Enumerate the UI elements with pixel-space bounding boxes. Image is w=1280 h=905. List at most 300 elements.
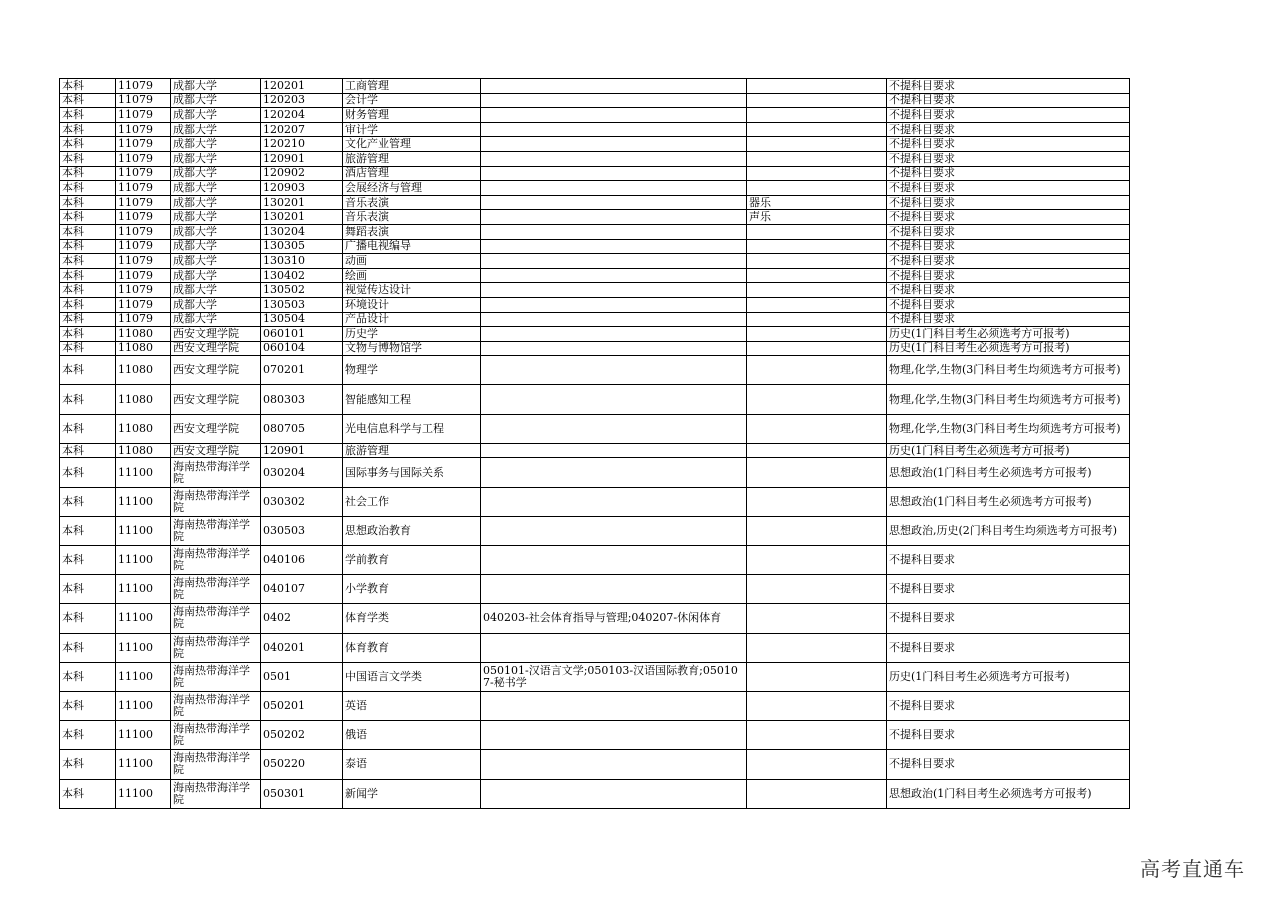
table-row xyxy=(60,341,1130,356)
cell-major-name: 舞蹈表演 xyxy=(343,224,481,239)
cell-school-name: 成都大学 xyxy=(171,93,261,108)
cell-school-code: 11080 xyxy=(116,356,171,385)
cell-included-majors xyxy=(481,458,747,487)
cell-major-name: 文物与博物馆学 xyxy=(343,341,481,356)
cell-major-code: 130402 xyxy=(261,268,343,283)
table-row xyxy=(60,546,1130,575)
cell-major-code: 120902 xyxy=(261,166,343,181)
table-row xyxy=(60,195,1130,210)
cell-level: 本科 xyxy=(60,166,116,181)
cell-level: 本科 xyxy=(60,79,116,94)
cell-school-name: 成都大学 xyxy=(171,283,261,298)
cell-major-code: 060104 xyxy=(261,341,343,356)
cell-school-code: 11079 xyxy=(116,166,171,181)
cell-subject-requirement: 不提科目要求 xyxy=(887,224,1130,239)
cell-major-code: 080303 xyxy=(261,385,343,414)
cell-school-name: 成都大学 xyxy=(171,122,261,137)
cell-school-name: 成都大学 xyxy=(171,210,261,225)
cell-major-code: 120210 xyxy=(261,137,343,152)
cell-major-code: 080705 xyxy=(261,414,343,443)
table-row xyxy=(60,721,1130,750)
cell-major-name: 会展经济与管理 xyxy=(343,181,481,196)
cell-school-code: 11079 xyxy=(116,283,171,298)
table-row xyxy=(60,779,1130,808)
cell-major-code: 030503 xyxy=(261,516,343,545)
cell-included-majors: 040203-社会体育指导与管理;040207-休闲体育 xyxy=(481,604,747,633)
cell-school-name: 海南热带海洋学院 xyxy=(171,779,261,808)
cell-included-majors xyxy=(481,356,747,385)
cell-school-name: 西安文理学院 xyxy=(171,327,261,342)
cell-direction xyxy=(747,166,887,181)
cell-school-code: 11100 xyxy=(116,662,171,691)
cell-school-name: 成都大学 xyxy=(171,312,261,327)
cell-subject-requirement: 历史(1门科目考生必须选考方可报考) xyxy=(887,341,1130,356)
table-row xyxy=(60,297,1130,312)
cell-subject-requirement: 不提科目要求 xyxy=(887,79,1130,94)
cell-major-name: 文化产业管理 xyxy=(343,137,481,152)
table-row xyxy=(60,122,1130,137)
table-row xyxy=(60,239,1130,254)
cell-school-name: 海南热带海洋学院 xyxy=(171,662,261,691)
cell-major-name: 社会工作 xyxy=(343,487,481,516)
cell-level: 本科 xyxy=(60,312,116,327)
cell-direction xyxy=(747,487,887,516)
cell-school-code: 11100 xyxy=(116,691,171,720)
cell-school-name: 海南热带海洋学院 xyxy=(171,604,261,633)
cell-subject-requirement: 不提科目要求 xyxy=(887,268,1130,283)
table-row xyxy=(60,151,1130,166)
cell-direction xyxy=(747,443,887,458)
cell-subject-requirement: 物理,化学,生物(3门科目考生均须选考方可报考) xyxy=(887,385,1130,414)
cell-major-code: 060101 xyxy=(261,327,343,342)
cell-school-code: 11100 xyxy=(116,575,171,604)
cell-major-name: 审计学 xyxy=(343,122,481,137)
table-row xyxy=(60,385,1130,414)
cell-direction xyxy=(747,122,887,137)
cell-subject-requirement: 历史(1门科目考生必须选考方可报考) xyxy=(887,327,1130,342)
cell-subject-requirement: 不提科目要求 xyxy=(887,604,1130,633)
cell-included-majors xyxy=(481,546,747,575)
cell-direction xyxy=(747,516,887,545)
cell-subject-requirement: 不提科目要求 xyxy=(887,691,1130,720)
cell-level: 本科 xyxy=(60,108,116,123)
cell-major-name: 小学教育 xyxy=(343,575,481,604)
cell-major-code: 040201 xyxy=(261,633,343,662)
cell-major-code: 130204 xyxy=(261,224,343,239)
cell-included-majors xyxy=(481,779,747,808)
cell-subject-requirement: 不提科目要求 xyxy=(887,166,1130,181)
cell-major-code: 130310 xyxy=(261,254,343,269)
cell-level: 本科 xyxy=(60,443,116,458)
cell-subject-requirement: 思想政治(1门科目考生必须选考方可报考) xyxy=(887,779,1130,808)
cell-subject-requirement: 不提科目要求 xyxy=(887,546,1130,575)
cell-school-name: 成都大学 xyxy=(171,254,261,269)
cell-subject-requirement: 不提科目要求 xyxy=(887,239,1130,254)
cell-major-name: 会计学 xyxy=(343,93,481,108)
cell-level: 本科 xyxy=(60,283,116,298)
cell-direction xyxy=(747,341,887,356)
cell-direction xyxy=(747,575,887,604)
cell-major-name: 旅游管理 xyxy=(343,443,481,458)
table-row xyxy=(60,181,1130,196)
cell-major-name: 思想政治教育 xyxy=(343,516,481,545)
cell-school-code: 11079 xyxy=(116,122,171,137)
cell-school-code: 11080 xyxy=(116,443,171,458)
cell-major-name: 英语 xyxy=(343,691,481,720)
cell-major-code: 120201 xyxy=(261,79,343,94)
cell-major-name: 产品设计 xyxy=(343,312,481,327)
cell-level: 本科 xyxy=(60,356,116,385)
cell-included-majors xyxy=(481,210,747,225)
cell-school-name: 海南热带海洋学院 xyxy=(171,750,261,779)
cell-level: 本科 xyxy=(60,268,116,283)
cell-included-majors xyxy=(481,254,747,269)
cell-major-code: 130305 xyxy=(261,239,343,254)
cell-school-name: 海南热带海洋学院 xyxy=(171,546,261,575)
table-row xyxy=(60,210,1130,225)
cell-level: 本科 xyxy=(60,297,116,312)
table-row xyxy=(60,750,1130,779)
cell-major-name: 视觉传达设计 xyxy=(343,283,481,298)
cell-included-majors xyxy=(481,750,747,779)
table-row xyxy=(60,443,1130,458)
cell-school-name: 西安文理学院 xyxy=(171,341,261,356)
table-row xyxy=(60,691,1130,720)
cell-included-majors xyxy=(481,137,747,152)
cell-school-name: 海南热带海洋学院 xyxy=(171,487,261,516)
cell-included-majors xyxy=(481,93,747,108)
cell-school-code: 11079 xyxy=(116,224,171,239)
cell-level: 本科 xyxy=(60,779,116,808)
cell-subject-requirement: 不提科目要求 xyxy=(887,195,1130,210)
cell-level: 本科 xyxy=(60,385,116,414)
cell-subject-requirement: 不提科目要求 xyxy=(887,108,1130,123)
cell-school-code: 11079 xyxy=(116,312,171,327)
cell-major-code: 050301 xyxy=(261,779,343,808)
cell-level: 本科 xyxy=(60,750,116,779)
cell-subject-requirement: 不提科目要求 xyxy=(887,283,1130,298)
cell-major-code: 050220 xyxy=(261,750,343,779)
table-row xyxy=(60,283,1130,298)
cell-level: 本科 xyxy=(60,604,116,633)
cell-subject-requirement: 不提科目要求 xyxy=(887,122,1130,137)
cell-direction xyxy=(747,721,887,750)
cell-direction xyxy=(747,633,887,662)
cell-level: 本科 xyxy=(60,239,116,254)
cell-major-code: 030204 xyxy=(261,458,343,487)
table-row xyxy=(60,137,1130,152)
cell-direction xyxy=(747,779,887,808)
cell-subject-requirement: 不提科目要求 xyxy=(887,575,1130,604)
cell-included-majors xyxy=(481,721,747,750)
cell-school-code: 11080 xyxy=(116,341,171,356)
cell-subject-requirement: 不提科目要求 xyxy=(887,633,1130,662)
cell-direction xyxy=(747,327,887,342)
cell-major-name: 体育教育 xyxy=(343,633,481,662)
cell-included-majors xyxy=(481,268,747,283)
cell-level: 本科 xyxy=(60,414,116,443)
cell-school-code: 11079 xyxy=(116,210,171,225)
cell-level: 本科 xyxy=(60,458,116,487)
cell-level: 本科 xyxy=(60,93,116,108)
cell-major-name: 音乐表演 xyxy=(343,210,481,225)
cell-included-majors xyxy=(481,327,747,342)
table-row xyxy=(60,166,1130,181)
table-row xyxy=(60,312,1130,327)
table-row xyxy=(60,108,1130,123)
cell-school-name: 西安文理学院 xyxy=(171,414,261,443)
cell-school-code: 11079 xyxy=(116,137,171,152)
cell-school-code: 11079 xyxy=(116,268,171,283)
cell-school-name: 成都大学 xyxy=(171,297,261,312)
table-row xyxy=(60,575,1130,604)
cell-included-majors xyxy=(481,385,747,414)
cell-direction xyxy=(747,385,887,414)
cell-major-name: 动画 xyxy=(343,254,481,269)
cell-school-name: 海南热带海洋学院 xyxy=(171,633,261,662)
cell-school-code: 11100 xyxy=(116,487,171,516)
cell-subject-requirement: 不提科目要求 xyxy=(887,181,1130,196)
cell-school-code: 11079 xyxy=(116,254,171,269)
cell-school-code: 11100 xyxy=(116,516,171,545)
cell-subject-requirement: 不提科目要求 xyxy=(887,312,1130,327)
cell-major-code: 050202 xyxy=(261,721,343,750)
cell-level: 本科 xyxy=(60,122,116,137)
cell-school-name: 成都大学 xyxy=(171,224,261,239)
cell-direction xyxy=(747,356,887,385)
cell-included-majors xyxy=(481,487,747,516)
cell-included-majors xyxy=(481,181,747,196)
cell-major-code: 120901 xyxy=(261,151,343,166)
cell-direction xyxy=(747,79,887,94)
table-row xyxy=(60,254,1130,269)
cell-major-code: 030302 xyxy=(261,487,343,516)
cell-major-code: 0402 xyxy=(261,604,343,633)
table-row xyxy=(60,93,1130,108)
cell-major-name: 国际事务与国际关系 xyxy=(343,458,481,487)
cell-level: 本科 xyxy=(60,254,116,269)
cell-school-name: 成都大学 xyxy=(171,195,261,210)
cell-level: 本科 xyxy=(60,137,116,152)
cell-school-code: 11079 xyxy=(116,297,171,312)
cell-school-code: 11079 xyxy=(116,239,171,254)
cell-school-code: 11079 xyxy=(116,79,171,94)
cell-school-name: 海南热带海洋学院 xyxy=(171,516,261,545)
cell-major-name: 旅游管理 xyxy=(343,151,481,166)
cell-school-code: 11100 xyxy=(116,604,171,633)
cell-level: 本科 xyxy=(60,662,116,691)
cell-included-majors xyxy=(481,224,747,239)
cell-included-majors xyxy=(481,195,747,210)
cell-level: 本科 xyxy=(60,195,116,210)
cell-subject-requirement: 不提科目要求 xyxy=(887,297,1130,312)
cell-direction xyxy=(747,458,887,487)
cell-school-code: 11100 xyxy=(116,633,171,662)
cell-major-code: 040106 xyxy=(261,546,343,575)
cell-included-majors xyxy=(481,297,747,312)
cell-included-majors xyxy=(481,108,747,123)
cell-major-name: 光电信息科学与工程 xyxy=(343,414,481,443)
cell-school-code: 11079 xyxy=(116,108,171,123)
table-row xyxy=(60,268,1130,283)
cell-included-majors xyxy=(481,166,747,181)
cell-subject-requirement: 不提科目要求 xyxy=(887,151,1130,166)
cell-direction xyxy=(747,268,887,283)
cell-direction: 声乐 xyxy=(747,210,887,225)
cell-included-majors xyxy=(481,122,747,137)
table-row xyxy=(60,224,1130,239)
cell-direction xyxy=(747,662,887,691)
cell-direction xyxy=(747,546,887,575)
cell-school-code: 11100 xyxy=(116,750,171,779)
cell-included-majors xyxy=(481,443,747,458)
cell-included-majors xyxy=(481,283,747,298)
cell-major-name: 环境设计 xyxy=(343,297,481,312)
cell-direction xyxy=(747,297,887,312)
watermark-logo-text: 高考直通车 xyxy=(1140,857,1245,881)
cell-included-majors xyxy=(481,341,747,356)
cell-subject-requirement: 历史(1门科目考生必须选考方可报考) xyxy=(887,443,1130,458)
cell-major-name: 酒店管理 xyxy=(343,166,481,181)
cell-major-code: 120901 xyxy=(261,443,343,458)
cell-direction: 器乐 xyxy=(747,195,887,210)
cell-school-name: 成都大学 xyxy=(171,239,261,254)
cell-included-majors xyxy=(481,414,747,443)
cell-included-majors xyxy=(481,151,747,166)
cell-major-name: 新闻学 xyxy=(343,779,481,808)
cell-direction xyxy=(747,181,887,196)
cell-level: 本科 xyxy=(60,151,116,166)
cell-school-name: 成都大学 xyxy=(171,137,261,152)
cell-school-code: 11079 xyxy=(116,181,171,196)
cell-major-code: 070201 xyxy=(261,356,343,385)
cell-subject-requirement: 思想政治,历史(2门科目考生均须选考方可报考) xyxy=(887,516,1130,545)
admission-requirements-table xyxy=(59,78,1130,809)
cell-major-code: 050201 xyxy=(261,691,343,720)
cell-direction xyxy=(747,604,887,633)
cell-level: 本科 xyxy=(60,181,116,196)
cell-direction xyxy=(747,137,887,152)
cell-major-code: 130201 xyxy=(261,195,343,210)
cell-school-code: 11100 xyxy=(116,546,171,575)
cell-direction xyxy=(747,691,887,720)
cell-subject-requirement: 物理,化学,生物(3门科目考生均须选考方可报考) xyxy=(887,356,1130,385)
cell-major-name: 工商管理 xyxy=(343,79,481,94)
cell-school-name: 海南热带海洋学院 xyxy=(171,691,261,720)
cell-included-majors xyxy=(481,239,747,254)
cell-level: 本科 xyxy=(60,575,116,604)
cell-major-name: 音乐表演 xyxy=(343,195,481,210)
cell-direction xyxy=(747,312,887,327)
cell-major-code: 120207 xyxy=(261,122,343,137)
cell-major-name: 财务管理 xyxy=(343,108,481,123)
cell-included-majors xyxy=(481,516,747,545)
cell-included-majors xyxy=(481,79,747,94)
table-row xyxy=(60,356,1130,385)
cell-school-name: 成都大学 xyxy=(171,79,261,94)
cell-major-name: 泰语 xyxy=(343,750,481,779)
cell-school-name: 成都大学 xyxy=(171,108,261,123)
cell-level: 本科 xyxy=(60,691,116,720)
cell-school-code: 11100 xyxy=(116,458,171,487)
table-row xyxy=(60,662,1130,691)
table-row xyxy=(60,633,1130,662)
cell-subject-requirement: 不提科目要求 xyxy=(887,137,1130,152)
cell-major-code: 130502 xyxy=(261,283,343,298)
cell-subject-requirement: 不提科目要求 xyxy=(887,210,1130,225)
cell-level: 本科 xyxy=(60,210,116,225)
cell-major-name: 绘画 xyxy=(343,268,481,283)
cell-school-name: 成都大学 xyxy=(171,268,261,283)
cell-direction xyxy=(747,283,887,298)
cell-school-code: 11079 xyxy=(116,93,171,108)
cell-level: 本科 xyxy=(60,341,116,356)
cell-level: 本科 xyxy=(60,721,116,750)
cell-major-code: 120204 xyxy=(261,108,343,123)
table-row xyxy=(60,327,1130,342)
cell-major-code: 120903 xyxy=(261,181,343,196)
cell-direction xyxy=(747,254,887,269)
cell-subject-requirement: 不提科目要求 xyxy=(887,254,1130,269)
cell-level: 本科 xyxy=(60,224,116,239)
cell-school-name: 西安文理学院 xyxy=(171,356,261,385)
cell-subject-requirement: 不提科目要求 xyxy=(887,750,1130,779)
cell-level: 本科 xyxy=(60,516,116,545)
cell-major-name: 广播电视编导 xyxy=(343,239,481,254)
cell-direction xyxy=(747,414,887,443)
cell-major-name: 智能感知工程 xyxy=(343,385,481,414)
cell-level: 本科 xyxy=(60,327,116,342)
cell-major-code: 130201 xyxy=(261,210,343,225)
cell-included-majors xyxy=(481,691,747,720)
cell-level: 本科 xyxy=(60,487,116,516)
cell-major-name: 历史学 xyxy=(343,327,481,342)
cell-school-name: 海南热带海洋学院 xyxy=(171,575,261,604)
cell-included-majors xyxy=(481,633,747,662)
cell-school-name: 西安文理学院 xyxy=(171,443,261,458)
table-row xyxy=(60,458,1130,487)
cell-school-name: 海南热带海洋学院 xyxy=(171,458,261,487)
cell-subject-requirement: 不提科目要求 xyxy=(887,721,1130,750)
cell-major-code: 040107 xyxy=(261,575,343,604)
cell-major-name: 物理学 xyxy=(343,356,481,385)
cell-subject-requirement: 历史(1门科目考生必须选考方可报考) xyxy=(887,662,1130,691)
cell-direction xyxy=(747,239,887,254)
cell-school-code: 11079 xyxy=(116,151,171,166)
cell-subject-requirement: 思想政治(1门科目考生必须选考方可报考) xyxy=(887,487,1130,516)
cell-included-majors xyxy=(481,312,747,327)
cell-major-name: 体育学类 xyxy=(343,604,481,633)
cell-major-name: 中国语言文学类 xyxy=(343,662,481,691)
cell-subject-requirement: 不提科目要求 xyxy=(887,93,1130,108)
cell-major-name: 俄语 xyxy=(343,721,481,750)
table-row xyxy=(60,414,1130,443)
cell-school-name: 成都大学 xyxy=(171,181,261,196)
cell-direction xyxy=(747,750,887,779)
cell-included-majors xyxy=(481,575,747,604)
cell-school-code: 11080 xyxy=(116,414,171,443)
cell-major-name: 学前教育 xyxy=(343,546,481,575)
cell-school-name: 成都大学 xyxy=(171,151,261,166)
cell-subject-requirement: 思想政治(1门科目考生必须选考方可报考) xyxy=(887,458,1130,487)
cell-major-code: 120203 xyxy=(261,93,343,108)
cell-level: 本科 xyxy=(60,546,116,575)
cell-school-code: 11100 xyxy=(116,779,171,808)
cell-school-code: 11080 xyxy=(116,385,171,414)
cell-level: 本科 xyxy=(60,633,116,662)
cell-direction xyxy=(747,224,887,239)
cell-school-name: 成都大学 xyxy=(171,166,261,181)
